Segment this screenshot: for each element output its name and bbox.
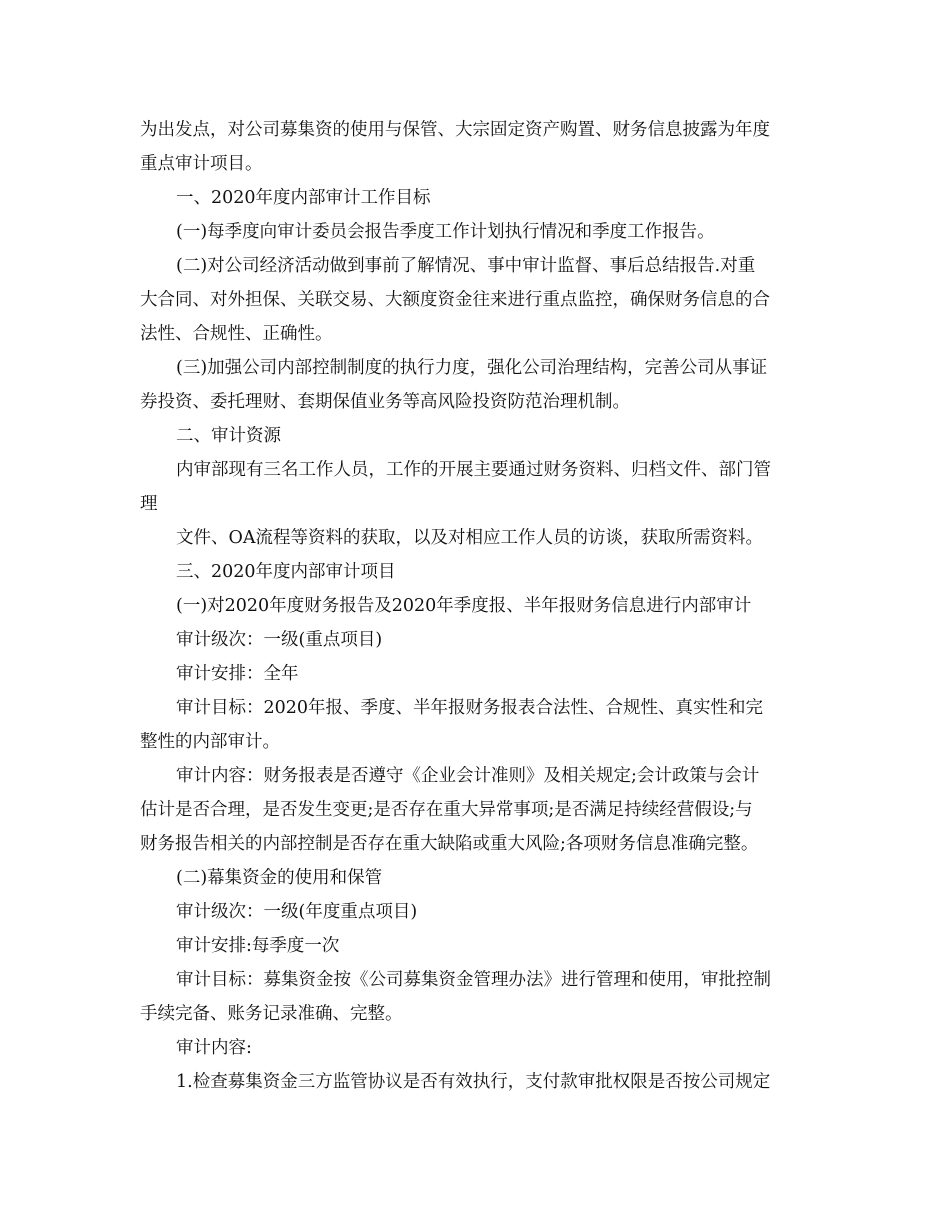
text-line: 审计安排:每季度一次 — [176, 936, 340, 956]
text-line: 审计目标：2020年报、季度、半年报财务报表合法性、合规性、真实性和完 — [176, 698, 764, 718]
text-line: 1.检查募集资金三方监管协议是否有效执行，支付款审批权限是否按公司规定 — [176, 1072, 771, 1092]
text-line: 重点审计项目。 — [140, 154, 263, 174]
text-line: 一、2020年度内部审计工作目标 — [176, 188, 431, 208]
text-line: (二)对公司经济活动做到事前了解情况、事中审计监督、事后总结报告.对重 — [176, 256, 756, 276]
text-line: 审计安排：全年 — [176, 664, 299, 684]
text-line: 审计内容: — [176, 1038, 252, 1058]
text-line: 理 — [140, 494, 158, 514]
text-line: 法性、合规性、正确性。 — [140, 324, 333, 344]
text-line: 大合同、对外担保、关联交易、大额度资金往来进行重点监控，确保财务信息的合 — [140, 290, 770, 310]
document-body — [140, 113, 812, 1099]
text-line: 为出发点，对公司募集资的使用与保管、大宗固定资产购置、财务信息披露为年度 — [140, 120, 770, 140]
text-line: 审计目标：募集资金按《公司募集资金管理办法》进行管理和使用，审批控制 — [176, 970, 771, 990]
text-line: 文件、OA流程等资料的获取，以及对相应工作人员的访谈，获取所需资料。 — [176, 528, 763, 548]
text-line: 内审部现有三名工作人员，工作的开展主要通过财务资料、归档文件、部门管 — [176, 460, 771, 480]
text-line: 券投资、委托理财、套期保值业务等高风险投资防范治理机制。 — [140, 392, 630, 412]
text-line: (一)每季度向审计委员会报告季度工作计划执行情况和季度工作报告。 — [176, 222, 715, 242]
text-line: 整性的内部审计。 — [140, 732, 280, 752]
text-line: 三、2020年度内部审计项目 — [176, 562, 396, 582]
text-line: 审计级次：一级(重点项目) — [176, 630, 383, 650]
text-line: 手续完备、账务记录准确、完整。 — [140, 1004, 403, 1024]
text-line: 估计是否合理，是否发生变更;是否存在重大异常事项;是否满足持续经营假设;与 — [140, 800, 753, 820]
text-line: (二)幕集资金的使用和保管 — [176, 868, 383, 888]
text-line: (一)对2020年度财务报告及2020年季度报、半年报财务信息进行内部审计 — [176, 596, 752, 616]
text-line: 二、审计资源 — [176, 426, 281, 446]
text-line: 审计级次：一级(年度重点项目) — [176, 902, 418, 922]
text-line: (三)加强公司内部控制制度的执行力度，强化公司治理结构，完善公司从事证 — [176, 358, 768, 378]
text-line: 财务报告相关的内部控制是否存在重大缺陷或重大风险;各项财务信息准确完整。 — [140, 834, 759, 854]
text-line: 审计内容：财务报表是否遵守《企业会计准则》及相关规定;会计政策与会计 — [176, 766, 760, 786]
